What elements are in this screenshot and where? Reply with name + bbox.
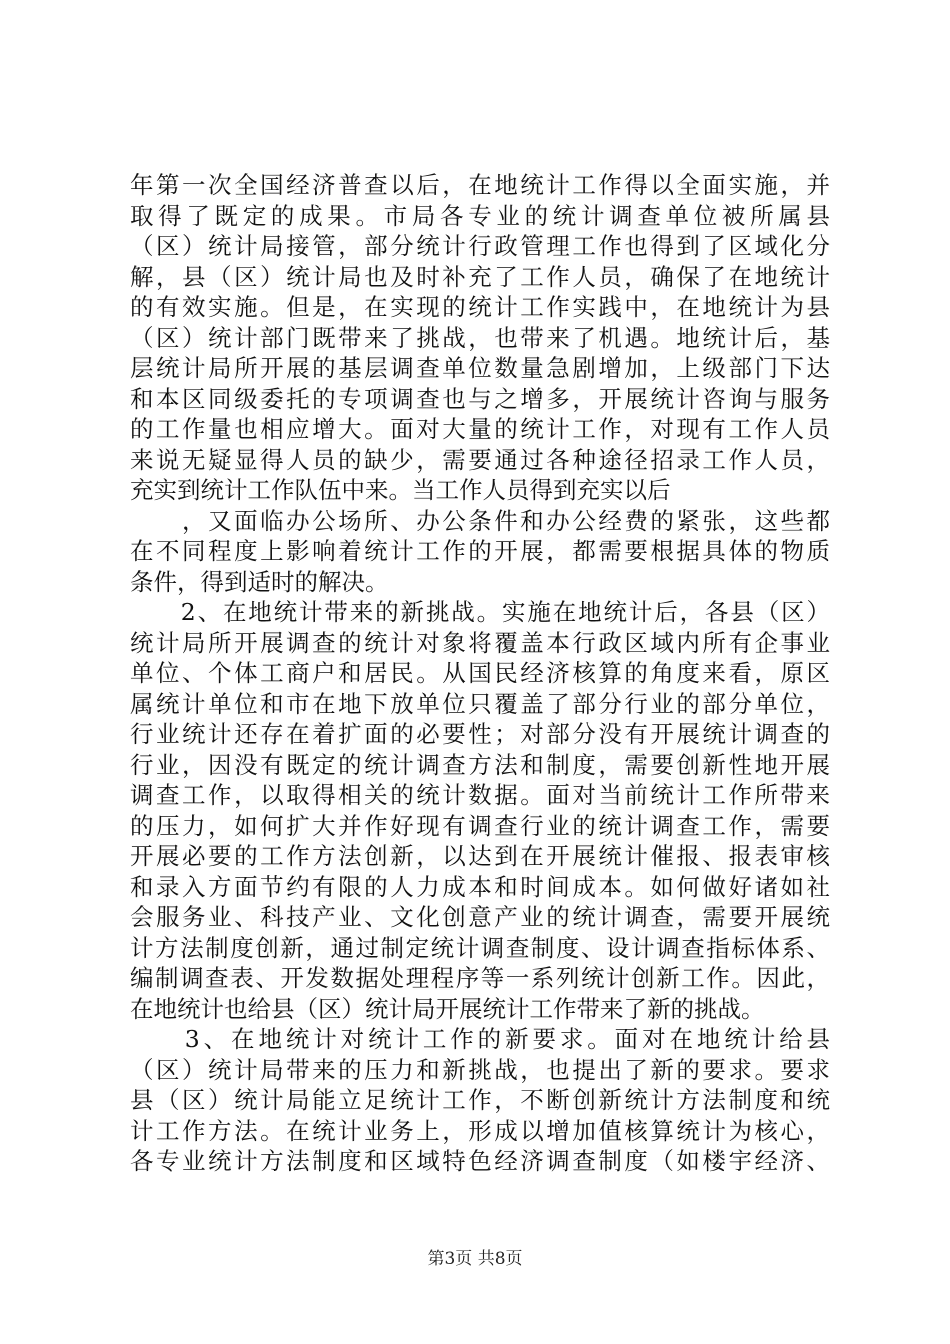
- text-line: 充实到统计工作队伍中来。当工作人员得到充实以后: [130, 476, 671, 504]
- text-line: 2、在地统计带来的新挑战。实施在地统计后，各县（区）: [130, 598, 830, 626]
- text-line: 会服务业、科技产业、文化创意产业的统计调查，需要开展统: [130, 903, 830, 931]
- text-line: 在不同程度上影响着统计工作的开展，都需要根据具体的物质: [130, 537, 830, 565]
- text-line: 各专业统计方法制度和区域特色经济调查制度（如楼宇经济、: [130, 1147, 830, 1175]
- page-footer: 第3页 共8页: [427, 1249, 523, 1269]
- text-line: （区）统计局带来的压力和新挑战，也提出了新的要求。要求: [130, 1055, 830, 1084]
- text-line: 和本区同级委托的专项调查也与之增多，开展统计咨询与服务: [130, 384, 830, 413]
- text-line: 的有效实施。但是，在实现的统计工作实践中，在地统计为县: [130, 293, 830, 321]
- text-line: 年第一次全国经济普查以后，在地统计工作得以全面实施，并: [130, 171, 830, 199]
- text-line: 和录入方面节约有限的人力成本和时间成本。如何做好诸如社: [130, 872, 830, 901]
- text-line: （区）统计部门既带来了挑战，也带来了机遇。地统计后，基: [130, 323, 830, 352]
- text-line: ，又面临办公场所、办公条件和办公经费的紧张，这些都: [130, 506, 830, 535]
- text-line: 在地统计也给县（区）统计局开展统计工作带来了新的挑战。: [130, 994, 765, 1023]
- text-line: 条件，得到适时的解决。: [130, 567, 389, 596]
- document-body: [130, 170, 830, 1177]
- text-line: 县（区）统计局能立足统计工作，不断创新统计方法制度和统: [130, 1086, 830, 1114]
- text-line: 的压力，如何扩大并作好现有调查行业的统计调查工作，需要: [130, 811, 830, 840]
- text-line: 层统计局所开展的基层调查单位数量急剧增加，上级部门下达: [130, 354, 830, 382]
- text-line: 来说无疑显得人员的缺少，需要通过各种途径招录工作人员，: [130, 445, 830, 474]
- text-line: 3、在地统计对统计工作的新要求。面对在地统计给县: [130, 1025, 830, 1053]
- text-line: 行业，因没有既定的统计调查方法和制度，需要创新性地开展: [130, 750, 830, 779]
- text-line: 统计局所开展调查的统计对象将覆盖本行政区域内所有企事业: [130, 628, 830, 657]
- text-line: 解，县（区）统计局也及时补充了工作人员，确保了在地统计: [130, 262, 830, 291]
- text-line: 计方法制度创新，通过制定统计调查制度、设计调查指标体系、: [130, 933, 830, 962]
- text-line: 的工作量也相应增大。面对大量的统计工作，对现有工作人员: [130, 415, 830, 443]
- text-line: 行业统计还存在着扩面的必要性；对部分没有开展统计调查的: [130, 720, 830, 748]
- text-line: 单位、个体工商户和居民。从国民经济核算的角度来看，原区: [130, 659, 830, 687]
- text-line: （区）统计局接管，部分统计行政管理工作也得到了区域化分: [130, 232, 830, 260]
- text-line: 属统计单位和市在地下放单位只覆盖了部分行业的部分单位，: [130, 689, 830, 718]
- text-line: 调查工作，以取得相关的统计数据。面对当前统计工作所带来: [130, 781, 830, 809]
- text-line: 开展必要的工作方法创新，以达到在开展统计催报、报表审核: [130, 842, 830, 870]
- text-line: 计工作方法。在统计业务上，形成以增加值核算统计为核心，: [130, 1116, 830, 1145]
- text-line: 取得了既定的成果。市局各专业的统计调查单位被所属县: [130, 201, 830, 230]
- text-line: 编制调查表、开发数据处理程序等一系列统计创新工作。因此，: [130, 964, 830, 992]
